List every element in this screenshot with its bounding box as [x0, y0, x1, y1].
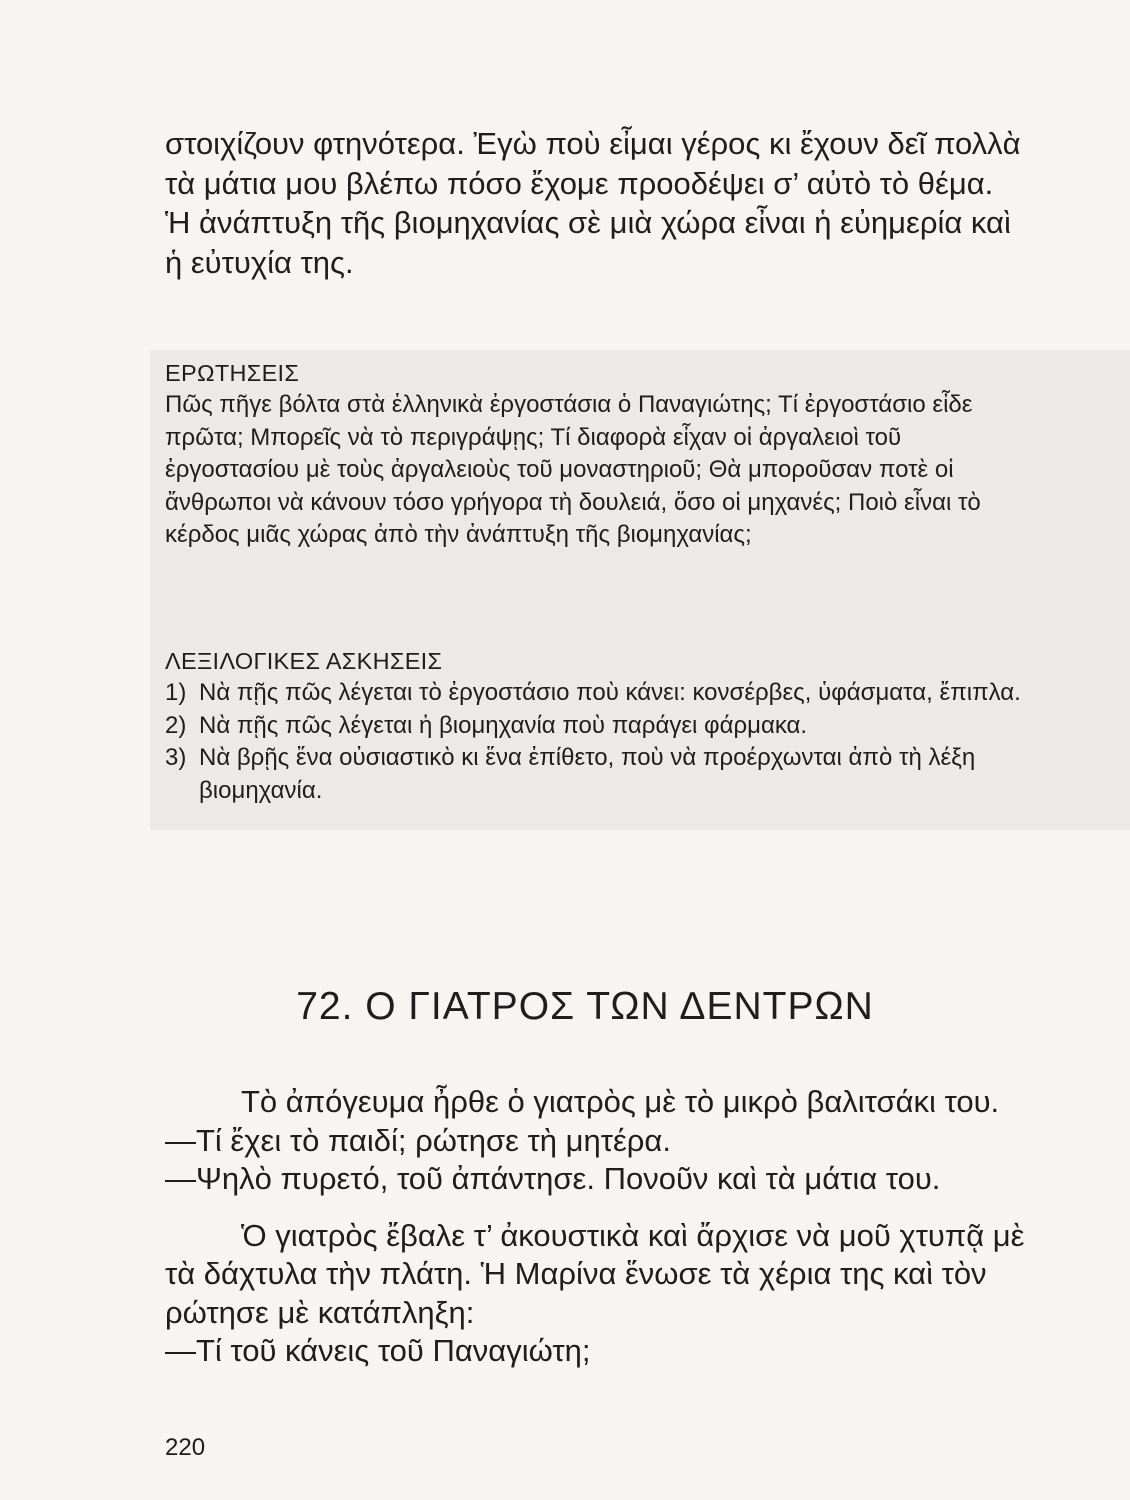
- exercise-number: 1): [165, 679, 187, 706]
- exercise-text: Νὰ πῇς πῶς λέγεται τὸ ἐργοστάσιο ποὺ κάνει: κονσέρβες, ὑφάσματα, ἔπιπλα.: [199, 679, 1021, 706]
- story-text-block: [165, 1083, 1025, 1371]
- exercise-item: [165, 710, 1025, 743]
- exercise-text: Νὰ βρῇς ἕνα οὐσιαστικὸ κι ἕνα ἐπίθετο, ποὺ νὰ προέρχωνται ἀπὸ τὴ λέξη βιομηχανία.: [199, 744, 976, 804]
- paragraph-spacer: [165, 1199, 1025, 1217]
- intro-text-block: [165, 124, 1025, 282]
- questions-text: Πῶς πῆγε βόλτα στὰ ἑλληνικὰ ἐργοστάσια ὁ Παναγιώτης; Τί ἐργοστάσιο εἶδε πρῶτα; Μπορεῖς νὰ τὸ περιγράψῃς; Τί διαφορὰ εἶχαν οἱ ἀργαλειοὶ τοῦ ἐργοστασίου μὲ τοὺς ἀργαλειοὺς τοῦ μοναστηριοῦ; Θὰ μποροῦσαν ποτὲ οἱ ἄνθρωποι νὰ κάνουν τόσο γρήγορα τὴ δουλειά, ὅσο οἱ μηχανές; Ποιὸ εἶναι τὸ κέρδος μιᾶς χώρας ἀπὸ τὴν ἀνάπτυξη τῆς βιομηχανίας;: [165, 391, 981, 548]
- exercise-item: [165, 742, 1025, 807]
- page-number: 220: [165, 1434, 206, 1461]
- exercise-item: [165, 677, 1025, 710]
- questions-heading: ΕΡΩΤΗΣΕΙΣ: [165, 360, 300, 386]
- vocabulary-heading: ΛΕΞΙΛΟΓΙΚΕΣ ΑΣΚΗΣΕΙΣ: [165, 648, 443, 674]
- exercise-number: 2): [165, 711, 187, 739]
- exercise-text: Νὰ πῇς πῶς λέγεται ἡ βιομηχανία ποὺ παράγει φάρμακα.: [199, 711, 808, 739]
- chapter-title: 72. Ο ΓΙΑΤΡΟΣ ΤΩΝ ΔΕΝΤΡΩΝ: [296, 985, 874, 1028]
- story-paragraph: —Ψηλὸ πυρετό, τοῦ ἀπάντησε. Πονοῦν καὶ τὰ μάτια του.: [165, 1161, 941, 1196]
- exercise-list: [165, 677, 1025, 807]
- story-paragraph: —Τί τοῦ κάνεις τοῦ Παναγιώτη;: [165, 1333, 591, 1368]
- story-paragraph: Τὸ ἀπόγευμα ἦρθε ὁ γιατρὸς μὲ τὸ μικρὸ βαλιτσάκι του.: [241, 1084, 1000, 1119]
- intro-paragraph: στοιχίζουν φτηνότερα. Ἐγὼ ποὺ εἶμαι γέρος κι ἔχουν δεῖ πολλὰ τὰ μάτια μου βλέπω πόσο ἔχομε προοδέψει σ’ αὐτὸ τὸ θέμα. Ἡ ἀνάπτυξη τῆς βιομηχανίας σὲ μιὰ χώρα εἶναι ἡ εὐημερία καὶ ἡ εὐτυχία της.: [165, 126, 1021, 280]
- vocabulary-section: [165, 645, 1025, 807]
- questions-section: [165, 357, 1025, 552]
- story-paragraph: —Τί ἔχει τὸ παιδί; ρώτησε τὴ μητέρα.: [165, 1122, 671, 1158]
- story-paragraph: Ὁ γιατρὸς ἔβαλε τ’ ἀκουστικὰ καὶ ἄρχισε νὰ μοῦ χτυπᾷ μὲ τὰ δάχτυλα τὴν πλάτη. Ἡ Μαρίνα ἕνωσε τὰ χέρια της καὶ τὸν ρώτησε μὲ κατάπληξη:: [165, 1217, 1025, 1330]
- exercise-number: 3): [165, 744, 187, 771]
